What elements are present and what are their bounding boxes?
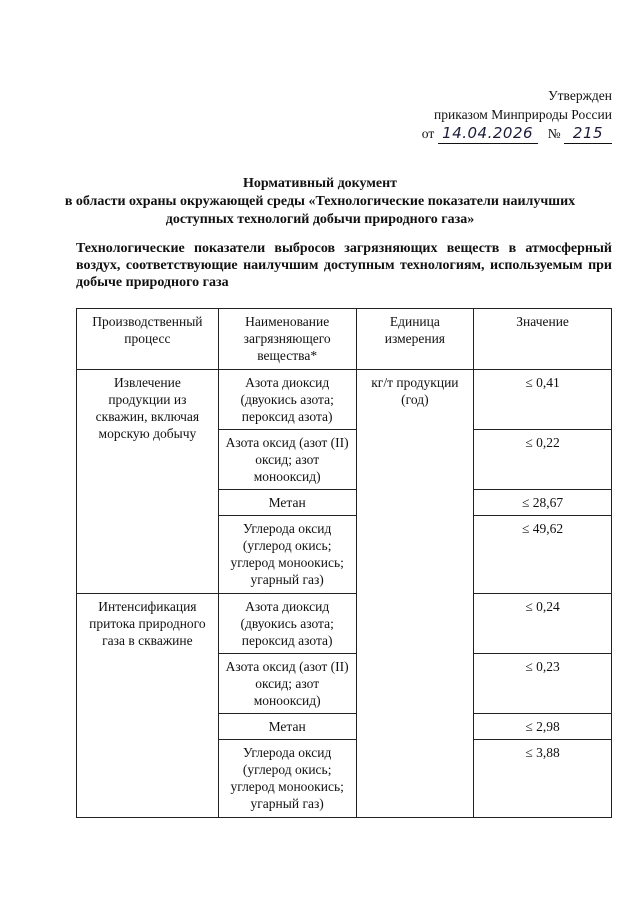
process-cell: Извлечение продукции из скважин, включая морскую добычу — [77, 370, 219, 594]
header-process: Производственный процесс — [77, 309, 219, 370]
header-value: Значение — [474, 309, 612, 370]
header-substance: Наименование загрязняющего вещества* — [218, 309, 356, 370]
table-row — [77, 370, 612, 430]
substance-cell: Углерода оксид (углерод окись; углерод моноокись; угарный газ) — [218, 740, 356, 818]
process-cell: Интенсификация притока природного газа в скважине — [77, 594, 219, 818]
value-cell: ≤ 28,67 — [474, 490, 612, 516]
approval-line1: Утвержден — [548, 88, 612, 103]
substance-cell: Азота оксид (азот (II) оксид; азот монооксид) — [218, 430, 356, 490]
approval-date-line — [422, 124, 612, 144]
value-cell: ≤ 49,62 — [474, 516, 612, 594]
approval-line2: приказом Минприроды России — [434, 107, 612, 122]
table-header-row — [77, 309, 612, 370]
substance-cell: Углерода оксид (углерод окись; углерод моноокись; угарный газ) — [218, 516, 356, 594]
substance-cell: Азота оксид (азот (II) оксид; азот монооксид) — [218, 654, 356, 714]
title-line3: доступных технологий добычи природного газа» — [165, 212, 475, 227]
value-cell: ≤ 3,88 — [474, 740, 612, 818]
header-unit: Единица измерения — [356, 309, 474, 370]
title-line1: Нормативный документ — [242, 176, 398, 191]
title-line2: в области охраны окружающей среды «Технологические показатели наилучших — [64, 194, 576, 209]
value-cell: ≤ 0,23 — [474, 654, 612, 714]
date-field — [438, 124, 538, 144]
value-cell: ≤ 0,41 — [474, 370, 612, 430]
document-title — [30, 175, 610, 229]
substance-cell: Метан — [218, 490, 356, 516]
indicators-table — [76, 308, 612, 818]
approval-block — [422, 86, 612, 144]
value-cell: ≤ 0,22 — [474, 430, 612, 490]
date-handwritten: 14.04.2026 — [442, 124, 534, 142]
unit-cell: кг/т продукции (год) — [356, 370, 474, 818]
section-title: Технологические показатели выбросов загрязняющих веществ в атмосферный воздух, соответствующие наилучшим доступным технологиям, используемым при добыче природного газа — [76, 241, 612, 290]
substance-cell: Метан — [218, 714, 356, 740]
substance-cell: Азота диоксид (двуокись азота; пероксид азота) — [218, 370, 356, 430]
value-cell: ≤ 0,24 — [474, 594, 612, 654]
value-cell: ≤ 2,98 — [474, 714, 612, 740]
date-prefix: от — [421, 126, 435, 141]
number-prefix: № — [547, 126, 561, 141]
number-field — [564, 124, 612, 144]
substance-cell: Азота диоксид (двуокись азота; пероксид азота) — [218, 594, 356, 654]
number-handwritten: 215 — [572, 124, 604, 142]
table-row — [77, 594, 612, 654]
